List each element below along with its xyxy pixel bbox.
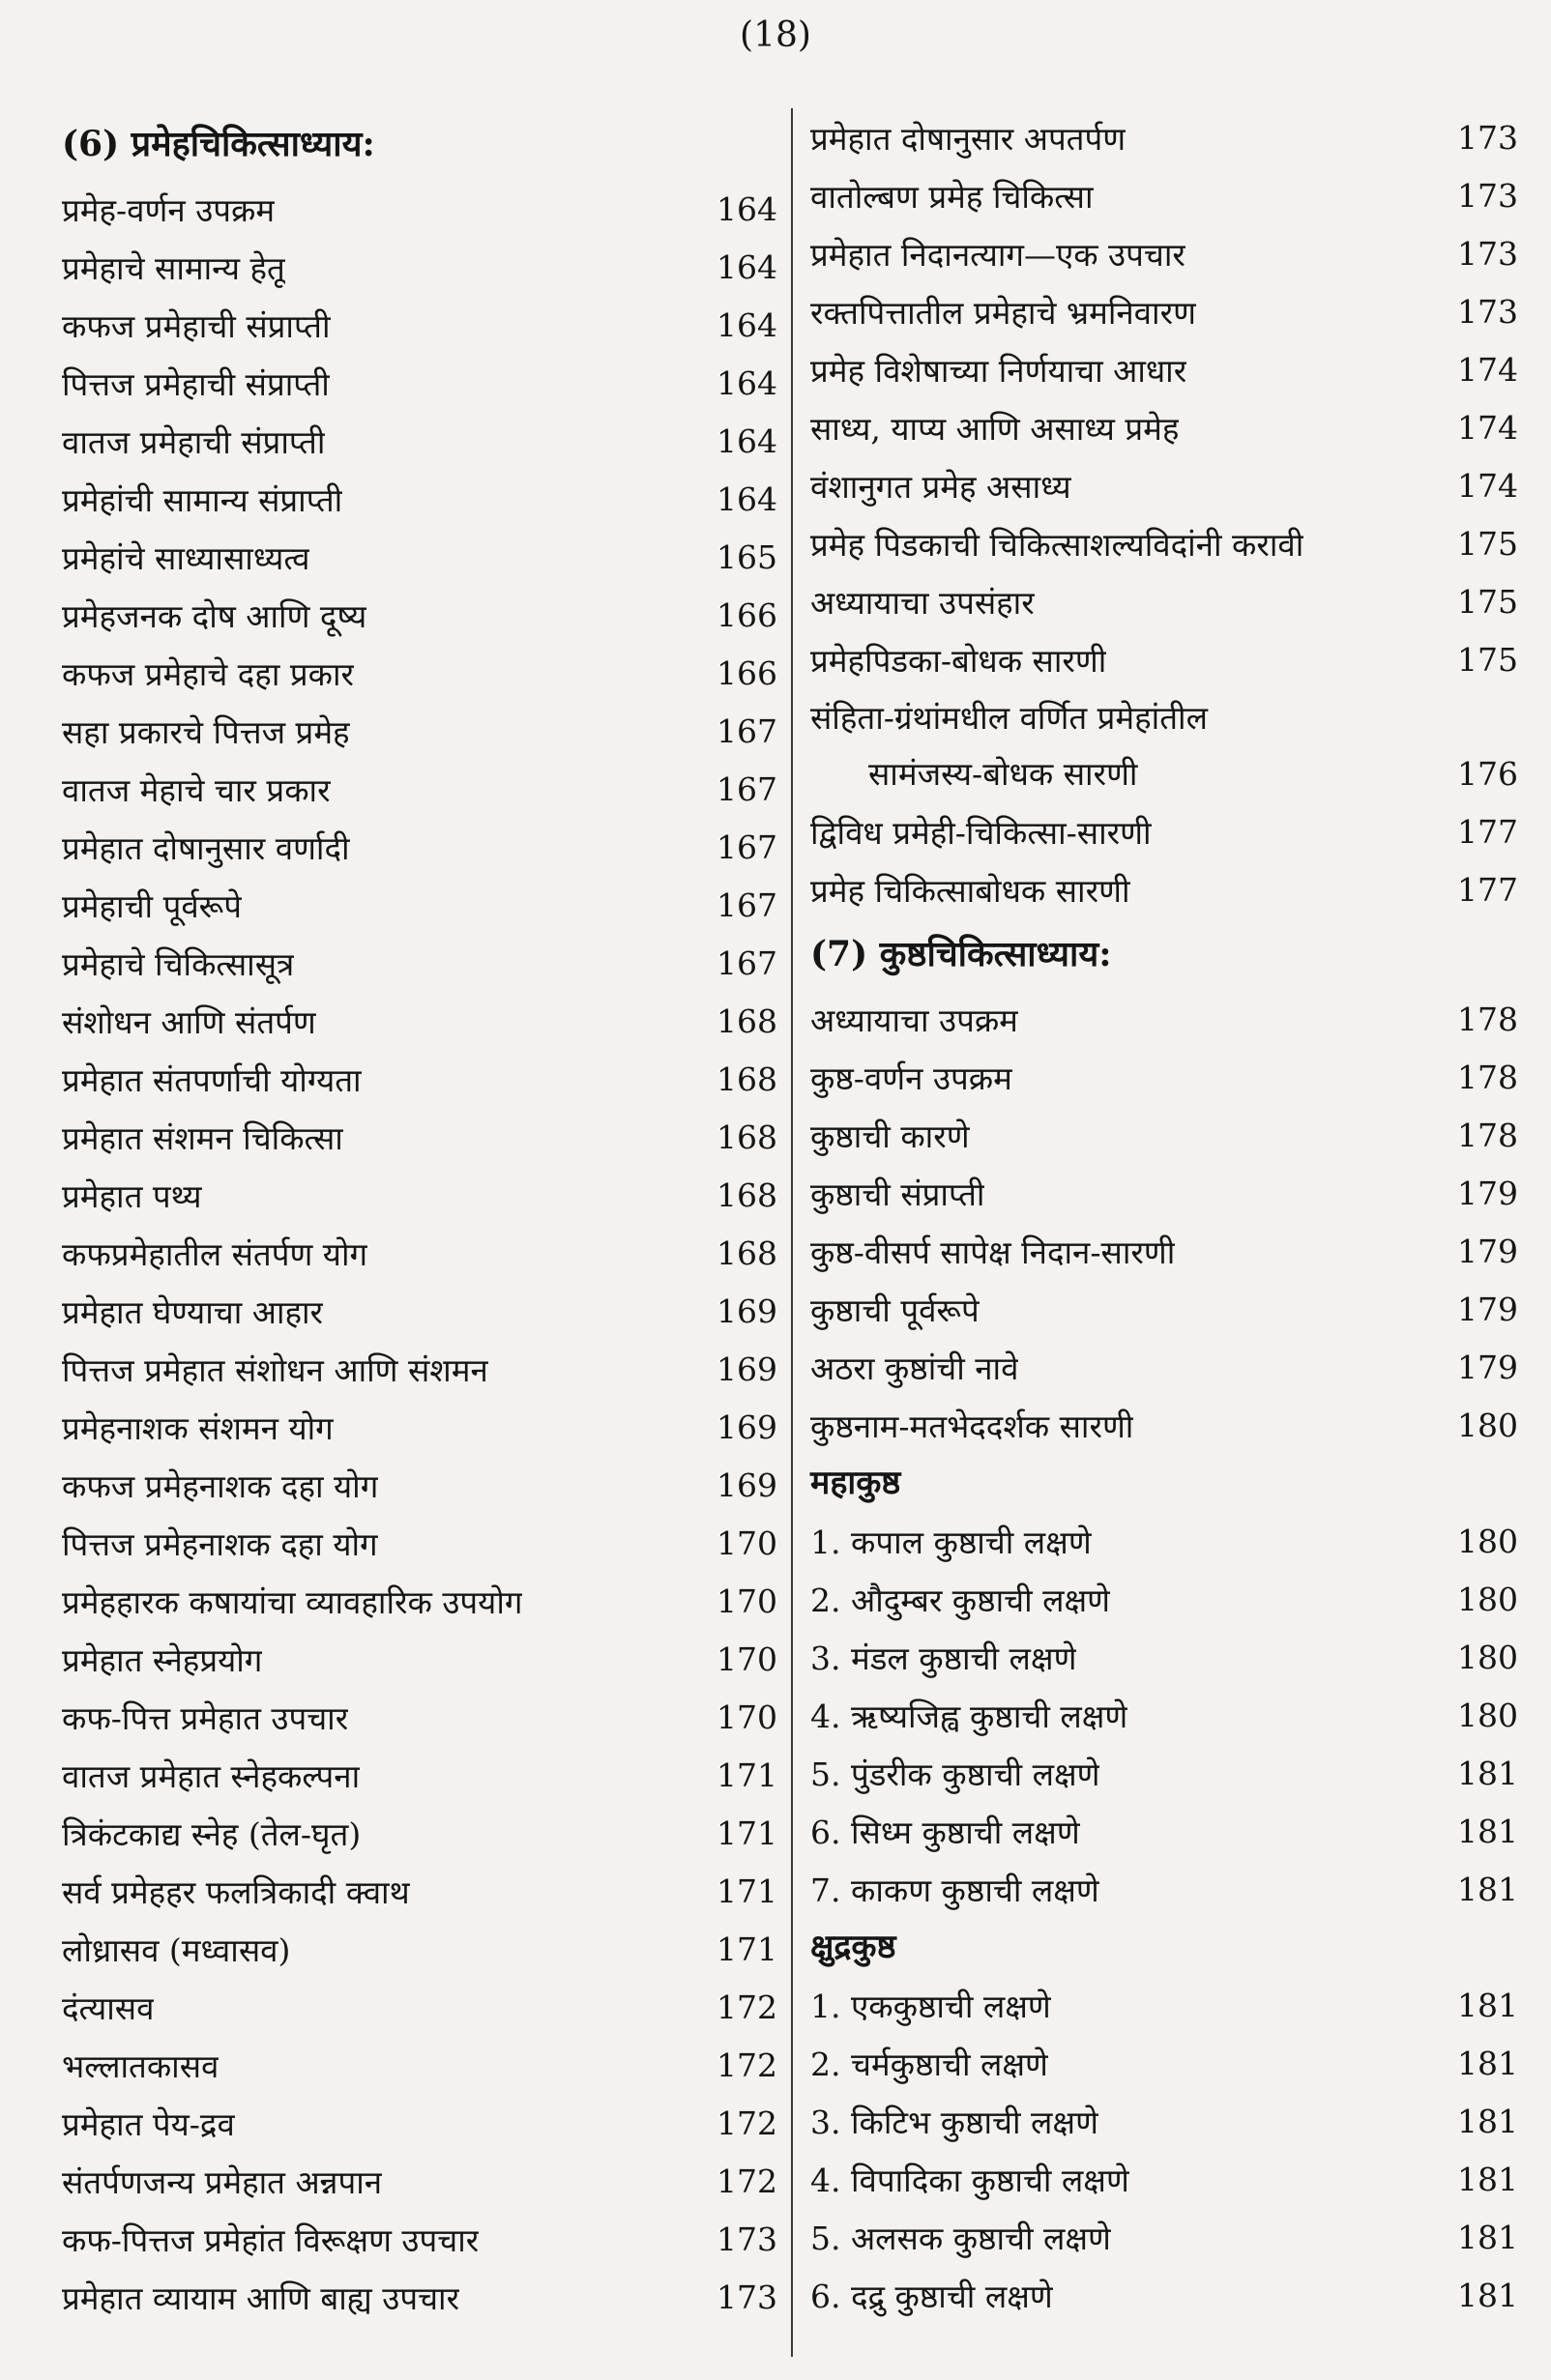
toc-entry-page: 180	[1457, 1406, 1518, 1444]
toc-entry	[810, 1628, 1518, 1686]
toc-entry	[810, 1164, 1518, 1222]
toc-entry-page: 170	[717, 1582, 777, 1620]
toc-entry-title: प्रमेहात दोषानुसार अपतर्पण	[810, 119, 1127, 158]
toc-entry	[62, 1688, 777, 1746]
toc-entry-title: कुष्ठ-वर्णन उपक्रम	[810, 1059, 1012, 1097]
toc-entry	[810, 2034, 1518, 2092]
toc-entry-page: 175	[1457, 640, 1518, 679]
toc-entry	[62, 2268, 777, 2326]
toc-entry-title: प्रमेह विशेषाच्या निर्णयाचा आधार	[810, 351, 1187, 390]
toc-entry-title: 4. विपादिका कुष्ठाची लक्षणे	[810, 2161, 1129, 2199]
toc-entry	[62, 2094, 777, 2152]
toc-entry-title: प्रमेह-वर्णन उपक्रम	[62, 190, 276, 229]
toc-entry-page: 180	[1457, 1580, 1518, 1618]
toc-entry-page: 178	[1457, 1058, 1518, 1096]
toc-entry-page: 168	[717, 1234, 777, 1272]
toc-entry	[62, 1630, 777, 1688]
toc-entry-page: 171	[717, 1814, 777, 1852]
toc-entry-page: 164	[717, 247, 777, 286]
toc-entry	[810, 514, 1518, 572]
toc-entry-page: 167	[717, 827, 777, 866]
toc-entry-page: 167	[717, 769, 777, 808]
toc-entry	[62, 1224, 777, 1282]
toc-entry-page: 181	[1457, 2218, 1518, 2256]
toc-entry-page: 170	[717, 1524, 777, 1562]
toc-entry	[810, 860, 1518, 918]
toc-entry-title: प्रमेहात निदानत्याग—एक उपचार	[810, 235, 1185, 274]
toc-entry-title: साध्य, याप्य आणि असाध्य प्रमेह	[810, 409, 1180, 448]
toc-entry-title: 6. सिध्म कुष्ठाची लक्षणे	[810, 1813, 1080, 1851]
toc-entry-page: 167	[717, 711, 777, 750]
toc-entry-page: 171	[717, 1930, 777, 1968]
toc-entry-page: 174	[1457, 350, 1518, 389]
toc-entry-title: प्रमेहांचे साध्यासाध्यत्व	[62, 538, 310, 577]
toc-entry-title: वातोल्बण प्रमेह चिकित्सा	[810, 177, 1094, 216]
toc-entry-title: सहा प्रकारचे पित्तज प्रमेह	[62, 712, 350, 751]
toc-entry-title: 7. काकण कुष्ठाची लक्षणे	[810, 1871, 1099, 1909]
toc-entry-page: 181	[1457, 1754, 1518, 1792]
kshudrakushtha-entry-list	[810, 1976, 1518, 2324]
toc-entry-page: 177	[1457, 870, 1518, 909]
toc-entry	[810, 1802, 1518, 1860]
toc-entry-title: संतर्पणजन्य प्रमेहात अन्नपान	[62, 2162, 383, 2201]
toc-entry	[62, 354, 777, 412]
toc-entry-title: 1. एककुष्ठाची लक्षणे	[810, 1987, 1051, 2025]
toc-entry	[62, 1514, 777, 1572]
toc-entry-title: वातज प्रमेहाची संप्राप्ती	[62, 422, 326, 461]
toc-entry-page: 168	[717, 1117, 777, 1156]
section-heading-7: (7) कुष्ठचिकित्साध्याय:	[810, 934, 1112, 974]
toc-entry	[810, 1570, 1518, 1628]
toc-entry	[810, 1048, 1518, 1106]
section7-entry-list	[810, 990, 1518, 1454]
toc-entry-page: 174	[1457, 466, 1518, 505]
toc-entry-page: 173	[1457, 118, 1518, 157]
toc-entry	[810, 1512, 1518, 1570]
toc-entry-page: 181	[1457, 1812, 1518, 1850]
toc-entry	[62, 702, 777, 760]
toc-entry-title: प्रमेहात स्नेहप्रयोग	[62, 1640, 263, 1679]
toc-entry	[62, 1282, 777, 1340]
toc-entry-page: 169	[717, 1350, 777, 1388]
toc-entry-title: कफज प्रमेहाची संप्राप्ती	[62, 306, 331, 345]
toc-entry	[810, 2092, 1518, 2150]
toc-entry	[62, 1166, 777, 1224]
toc-entry-page: 181	[1457, 1986, 1518, 2024]
toc-entry	[810, 2266, 1518, 2324]
toc-entry-title: प्रमेहात पेय-द्रव	[62, 2104, 235, 2143]
toc-entry-title-line1: संहिता-ग्रंथांमधील वर्णित प्रमेहांतील	[810, 699, 1208, 737]
toc-entry	[810, 630, 1518, 688]
toc-entry-page: 169	[717, 1292, 777, 1330]
toc-entry-page: 171	[717, 1756, 777, 1794]
toc-entry-title: पित्तज प्रमेहाची संप्राप्ती	[62, 364, 330, 403]
toc-entry	[62, 1456, 777, 1514]
toc-entry-page: 174	[1457, 408, 1518, 447]
toc-entry-title: 3. मंडल कुष्ठाची लक्षणे	[810, 1639, 1077, 1677]
toc-entry-title: कफज प्रमेहनाशक दहा योग	[62, 1466, 379, 1505]
toc-entry-page: 167	[717, 885, 777, 924]
left-entry-list	[62, 180, 777, 2326]
toc-entry	[62, 470, 777, 528]
toc-entry-title: अठरा कुष्ठांची नावे	[810, 1349, 1019, 1387]
toc-entry-title: अध्यायाचा उपक्रम	[810, 1001, 1018, 1039]
toc-entry	[62, 1978, 777, 2036]
toc-entry-title: त्रिकंटकाद्य स्नेह (तेल-घृत)	[62, 1814, 362, 1853]
toc-entry	[810, 572, 1518, 630]
column-divider	[791, 108, 793, 2357]
toc-entry-page: 166	[717, 653, 777, 692]
toc-entry	[62, 296, 777, 354]
toc-entry	[810, 1744, 1518, 1802]
toc-entry-page: 172	[717, 2162, 777, 2200]
toc-entry-title: 2. औदुम्बर कुष्ठाची लक्षणे	[810, 1581, 1111, 1619]
toc-entry-title: प्रमेहाचे चिकित्सासूत्र	[62, 944, 295, 983]
section-heading-6: (6) प्रमेहचिकित्साध्याय:	[62, 124, 375, 164]
toc-entry-title: रक्तपित्तातील प्रमेहाचे भ्रमनिवारण	[810, 293, 1196, 332]
toc-entry	[810, 2150, 1518, 2208]
toc-entry	[62, 1862, 777, 1920]
toc-entry-title: 5. पुंडरीक कुष्ठाची लक्षणे	[810, 1755, 1100, 1793]
toc-entry-title: प्रमेहात व्यायाम आणि बाह्य उपचार	[62, 2278, 460, 2317]
toc-entry	[62, 992, 777, 1050]
toc-entry-page: 169	[717, 1466, 777, 1504]
toc-entry-title: अध्यायाचा उपसंहार	[810, 583, 1035, 622]
toc-entry-title: प्रमेहाची पूर्वरूपे	[62, 886, 243, 925]
toc-entry-title: कफप्रमेहातील संतर्पण योग	[62, 1234, 368, 1273]
toc-entry	[62, 412, 777, 470]
toc-entry	[810, 340, 1518, 398]
toc-entry	[62, 180, 777, 238]
toc-entry-page: 166	[717, 595, 777, 634]
toc-entry-page: 173	[1457, 176, 1518, 215]
toc-entry-page: 170	[717, 1698, 777, 1736]
toc-entry-title: 3. किटिभ कुष्ठाची लक्षणे	[810, 2103, 1098, 2141]
toc-entry	[810, 1280, 1518, 1338]
toc-entry-title: कुष्ठाची पूर्वरूपे	[810, 1291, 980, 1329]
toc-entry-page: 169	[717, 1408, 777, 1446]
toc-entry-title: कुष्ठ-वीसर्प सापेक्ष निदान-सारणी	[810, 1233, 1176, 1271]
toc-entry	[810, 282, 1518, 340]
toc-entry-page: 178	[1457, 1116, 1518, 1154]
toc-entry-title: सर्व प्रमेहहर फलत्रिकादी क्वाथ	[62, 1872, 410, 1911]
toc-entry-page: 179	[1457, 1290, 1518, 1328]
toc-entry-title: प्रमेहाचे सामान्य हेतू	[62, 248, 285, 287]
toc-entry-title: भल्लातकासव	[62, 2046, 219, 2085]
toc-entry-title: कफज प्रमेहाचे दहा प्रकार	[62, 654, 355, 693]
left-column	[62, 108, 777, 2326]
toc-entry-title: प्रमेहहारक कषायांचा व्यावहारिक उपयोग	[62, 1582, 523, 1621]
toc-entry	[810, 802, 1518, 860]
toc-entry-title: पित्तज प्रमेहात संशोधन आणि संशमन	[62, 1350, 488, 1389]
toc-entry-page: 180	[1457, 1522, 1518, 1560]
toc-entry-title: प्रमेहांची सामान्य संप्राप्ती	[62, 480, 343, 519]
toc-entry-title-line2: सामंजस्य-बोधक सारणी	[868, 755, 1138, 793]
toc-entry-page: 181	[1457, 1870, 1518, 1908]
toc-entry	[62, 876, 777, 934]
toc-entry	[62, 1804, 777, 1862]
toc-entry-page: 175	[1457, 582, 1518, 621]
toc-entry-page: 164	[717, 421, 777, 460]
toc-entry-title: 5. अलसक कुष्ठाची लक्षणे	[810, 2219, 1111, 2257]
toc-entry	[62, 1572, 777, 1630]
toc-entry	[810, 166, 1518, 224]
toc-entry-page: 172	[717, 2046, 777, 2084]
toc-entry-page: 173	[1457, 292, 1518, 331]
toc-entry-title: कुष्ठनाम-मतभेददर्शक सारणी	[810, 1407, 1134, 1445]
toc-entry-page: 178	[1457, 1000, 1518, 1038]
toc-entry	[810, 456, 1518, 514]
toc-entry	[810, 1686, 1518, 1744]
toc-entry-page: 181	[1457, 2044, 1518, 2082]
toc-entry-page: 180	[1457, 1696, 1518, 1734]
toc-entry-page: 168	[717, 1175, 777, 1214]
toc-entry	[62, 1920, 777, 1978]
toc-entry-title: पित्तज प्रमेहनाशक दहा योग	[62, 1524, 378, 1563]
toc-entry-page: 171	[717, 1872, 777, 1910]
subheading-mahakushtha: महाकुष्ठ	[810, 1464, 901, 1502]
right-after-wrap-list	[810, 802, 1518, 918]
subheading-kshudrakushtha: क्षुद्रकुष्ठ	[810, 1928, 896, 1966]
toc-entry-page: 179	[1457, 1232, 1518, 1270]
toc-entry	[810, 1106, 1518, 1164]
toc-entry-page: 164	[717, 363, 777, 402]
toc-entry	[62, 818, 777, 876]
toc-entry-title: दंत्यासव	[62, 1988, 155, 2027]
toc-entry-title: प्रमेहात पथ्य	[62, 1176, 202, 1215]
toc-entry	[810, 108, 1518, 166]
toc-entry-title: प्रमेहपिडका-बोधक सारणी	[810, 641, 1107, 680]
toc-entry	[62, 934, 777, 992]
toc-entry-title: द्विविध प्रमेही-चिकित्सा-सारणी	[810, 813, 1152, 852]
toc-entry-page: 181	[1457, 2102, 1518, 2140]
toc-entry	[62, 1050, 777, 1108]
toc-entry-title: प्रमेहात संशमन चिकित्सा	[62, 1118, 343, 1157]
toc-entry	[810, 398, 1518, 456]
toc-entry-title: वातज प्रमेहात स्नेहकल्पना	[62, 1756, 361, 1795]
toc-entry-page: 173	[1457, 234, 1518, 273]
toc-entry-title: वातज मेहाचे चार प्रकार	[62, 770, 331, 809]
toc-entry-page: 172	[717, 2104, 777, 2142]
toc-entry-page: 168	[717, 1059, 777, 1098]
toc-entry	[810, 1860, 1518, 1918]
toc-entry-page: 168	[717, 1001, 777, 1040]
toc-entry-page: 181	[1457, 2276, 1518, 2314]
toc-entry-title: लोध्रासव (मध्वासव)	[62, 1930, 291, 1969]
toc-entry-title: संशोधन आणि संतर्पण	[62, 1002, 316, 1041]
toc-entry	[62, 1398, 777, 1456]
toc-entry	[62, 1340, 777, 1398]
toc-entry-page: 177	[1457, 812, 1518, 851]
toc-entry	[62, 2036, 777, 2094]
toc-entry-title: कफ-पित्तज प्रमेहांत विरूक्षण उपचार	[62, 2220, 480, 2259]
toc-entry-page: 170	[717, 1640, 777, 1678]
toc-entry-title: कुष्ठाची संप्राप्ती	[810, 1175, 985, 1213]
toc-entry-title: प्रमेहात संतपर्णाची योग्यता	[62, 1060, 362, 1099]
toc-entry-title	[810, 690, 1400, 802]
toc-entry	[810, 688, 1518, 802]
toc-entry	[810, 990, 1518, 1048]
toc-entry	[62, 586, 777, 644]
right-column	[810, 108, 1518, 2324]
toc-entry-page: 181	[1457, 2160, 1518, 2198]
toc-entry-page: 179	[1457, 1348, 1518, 1386]
toc-entry	[62, 2152, 777, 2210]
toc-entry-title: 1. कपाल कुष्ठाची लक्षणे	[810, 1523, 1092, 1561]
toc-entry-title: प्रमेहजनक दोष आणि दूष्य	[62, 596, 367, 635]
toc-entry-title: प्रमेह चिकित्साबोधक सारणी	[810, 871, 1130, 910]
toc-entry-page: 164	[717, 189, 777, 228]
toc-entry-page: 176	[1457, 755, 1518, 793]
toc-entry-title: प्रमेह पिडकाची चिकित्साशल्यविदांनी करावी	[810, 525, 1304, 564]
toc-entry-page: 164	[717, 479, 777, 518]
toc-entry-title: वंशानुगत प्रमेह असाध्य	[810, 467, 1071, 506]
right-top-entry-list	[810, 108, 1518, 688]
toc-entry	[62, 644, 777, 702]
toc-entry-title: प्रमेहात दोषानुसार वर्णादी	[62, 828, 350, 867]
toc-entry-page: 175	[1457, 524, 1518, 563]
toc-entry-page: 167	[717, 943, 777, 982]
toc-entry	[62, 1746, 777, 1804]
toc-entry	[810, 1338, 1518, 1396]
toc-entry	[62, 238, 777, 296]
toc-entry	[810, 1396, 1518, 1454]
toc-entry	[810, 224, 1518, 282]
toc-entry-title: 2. चर्मकुष्ठाची लक्षणे	[810, 2045, 1048, 2083]
toc-entry	[62, 1108, 777, 1166]
page-number: (18)	[740, 15, 811, 55]
toc-entry	[810, 2208, 1518, 2266]
toc-entry-page: 173	[717, 2278, 777, 2316]
mahakushtha-entry-list	[810, 1512, 1518, 1918]
toc-entry	[810, 1222, 1518, 1280]
toc-entry-page: 180	[1457, 1638, 1518, 1676]
toc-entry-page: 179	[1457, 1174, 1518, 1212]
toc-entry	[62, 760, 777, 818]
toc-entry	[62, 528, 777, 586]
toc-entry-page: 164	[717, 305, 777, 344]
toc-entry-title: कुष्ठाची कारणे	[810, 1117, 970, 1155]
toc-entry-title: प्रमेहात घेण्याचा आहार	[62, 1292, 324, 1331]
toc-entry	[810, 1976, 1518, 2034]
toc-entry-title: 6. दद्रु कुष्ठाची लक्षणे	[810, 2277, 1053, 2315]
toc-entry	[62, 2210, 777, 2268]
toc-entry-title: प्रमेहनाशक संशमन योग	[62, 1408, 334, 1447]
toc-entry-title: कफ-पित्त प्रमेहात उपचार	[62, 1698, 349, 1737]
toc-entry-page: 173	[717, 2220, 777, 2258]
toc-entry-title: 4. ऋष्यजिह्व कुष्ठाची लक्षणे	[810, 1697, 1128, 1735]
toc-entry-page: 165	[717, 537, 777, 576]
toc-entry-page: 172	[717, 1988, 777, 2026]
